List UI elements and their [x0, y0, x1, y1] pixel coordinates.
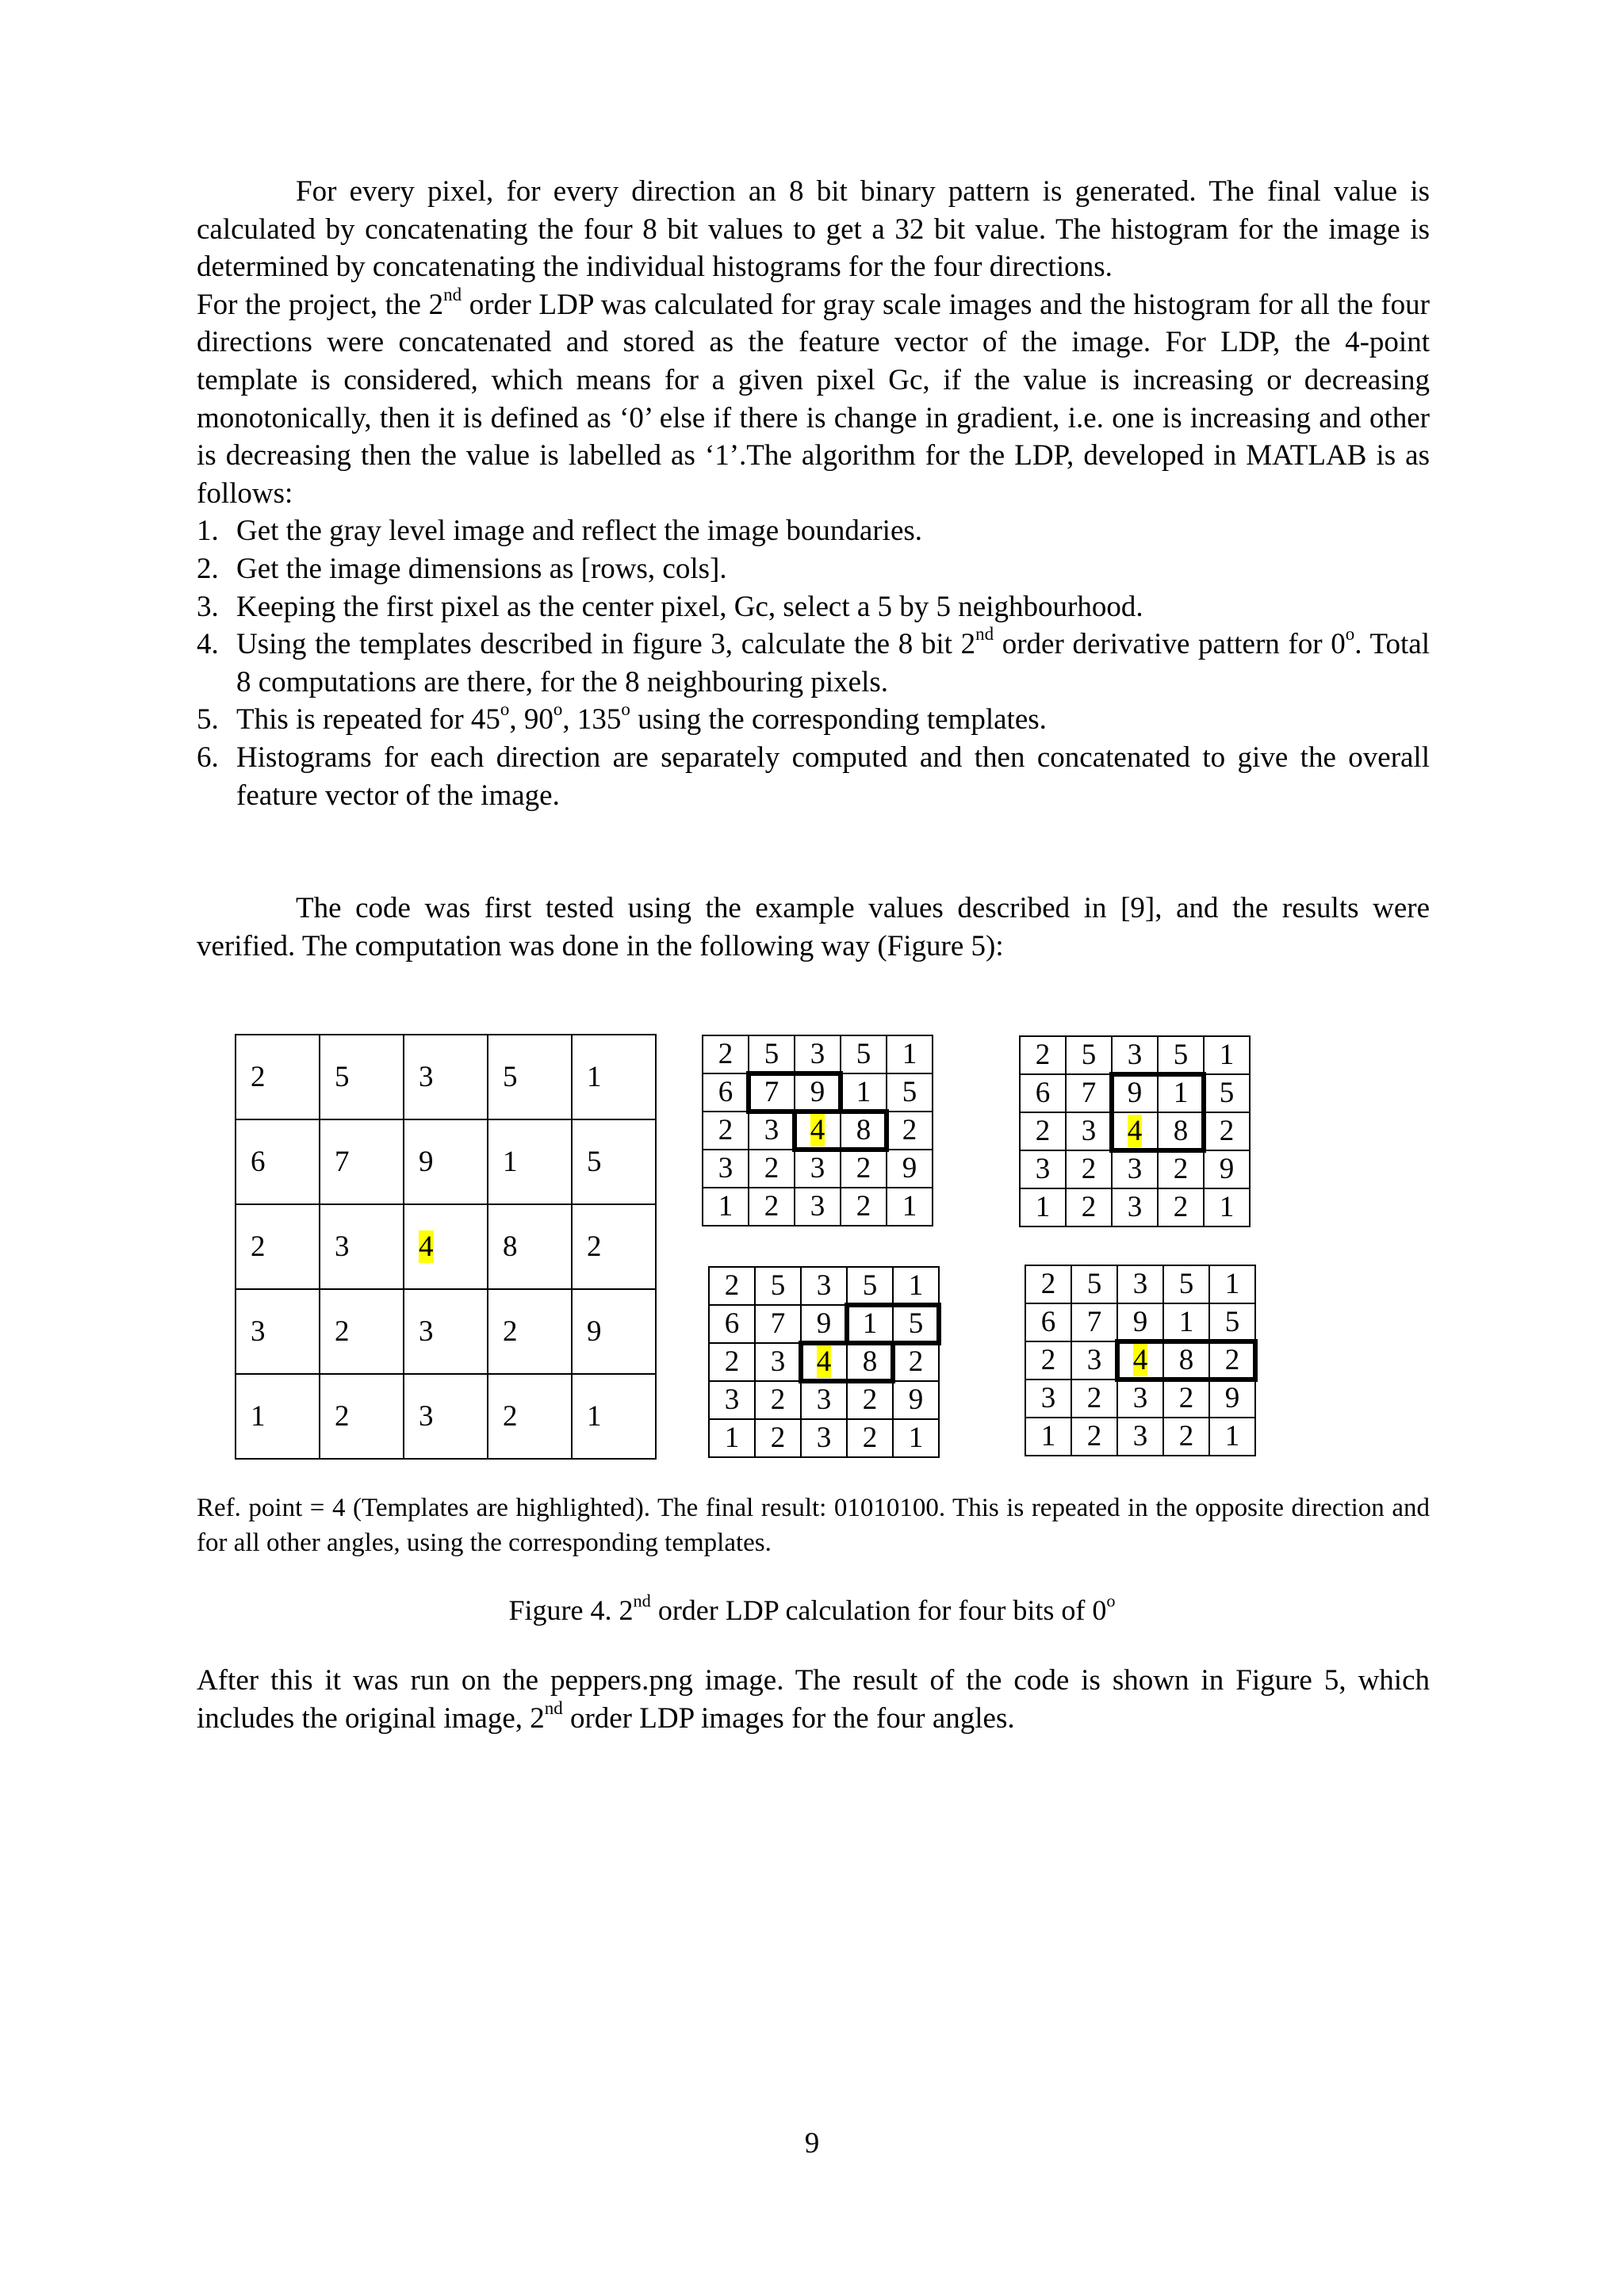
- matrix-row: [709, 1419, 939, 1457]
- matrix-cell: 2: [572, 1204, 656, 1289]
- matrix-cell: 1: [1025, 1418, 1071, 1456]
- matrix-cell: 7: [320, 1119, 404, 1204]
- matrix-cell: 5: [1163, 1265, 1209, 1303]
- paragraph-2: For the project, the 2nd order LDP was calculated for gray scale images and the histogram for all the four directions were concatenated and stored as the feature vector of the image. For LDP, the 4-point template is considered, which means for a given pixel Gc, if the value is increasing or decreasing monotonically, then it is defined as ‘0’ else if there is change in gradient, i.e. one is increasing and other is decreasing then the value is labelled as ‘1’.The algorithm for the LDP, developed in MATLAB is as follows:: [197, 284, 1431, 510]
- matrix-cell: 1: [887, 1188, 933, 1226]
- matrix-cell: 2: [1066, 1188, 1112, 1226]
- matrix-cell: 2: [1071, 1418, 1117, 1456]
- matrix-cell: 4: [1112, 1112, 1158, 1150]
- matrix-row: [236, 1289, 656, 1374]
- matrix-cell: 3: [404, 1035, 488, 1119]
- matrix-cell: 3: [801, 1267, 847, 1305]
- matrix-cell: 9: [795, 1073, 841, 1112]
- matrix-cell: 9: [801, 1305, 847, 1343]
- matrix-cell: 2: [488, 1289, 572, 1374]
- body-text-bottom: [197, 1662, 1430, 1737]
- matrix-row: [1020, 1074, 1250, 1112]
- matrix-cell: 4: [404, 1204, 488, 1289]
- matrix-cell: 1: [1209, 1418, 1255, 1456]
- matrix-cell: 7: [1066, 1074, 1112, 1112]
- matrix-row: [236, 1374, 656, 1459]
- matrix-row: [1020, 1188, 1250, 1226]
- matrix-cell: 8: [1163, 1341, 1209, 1380]
- matrix-cell: 7: [1071, 1303, 1117, 1341]
- matrix-cell: 2: [749, 1150, 795, 1188]
- matrix-cell: 8: [847, 1343, 893, 1381]
- matrix-cell: 2: [1209, 1341, 1255, 1380]
- matrix-cell: 6: [236, 1119, 320, 1204]
- matrix-cell: 5: [488, 1035, 572, 1119]
- page-number: 9: [804, 2127, 820, 2160]
- matrix-cell: 5: [1071, 1265, 1117, 1303]
- matrix-cell: 1: [1020, 1188, 1066, 1226]
- matrix-cell: 5: [887, 1073, 933, 1112]
- matrix-cell: 5: [749, 1035, 795, 1073]
- matrix-cell: 3: [1117, 1380, 1163, 1418]
- matrix-cell: 9: [887, 1150, 933, 1188]
- matrix-cell: 2: [236, 1204, 320, 1289]
- matrix-cell: 2: [847, 1381, 893, 1419]
- matrix-row: [709, 1381, 939, 1419]
- matrix-cell: 6: [703, 1073, 749, 1112]
- matrix-cell: 9: [1112, 1074, 1158, 1112]
- matrix-cell: 1: [893, 1419, 939, 1457]
- matrix-template-b: [1019, 1035, 1251, 1227]
- matrix-cell: 1: [703, 1188, 749, 1226]
- matrix-cell: 3: [404, 1289, 488, 1374]
- step-3: 3. Keeping the first pixel as the center pixel, Gc, select a 5 by 5 neighbourhood.: [197, 590, 1143, 623]
- step-1: 1. Get the gray level image and reflect the image boundaries.: [197, 515, 923, 548]
- matrix-cell: 1: [1158, 1074, 1204, 1112]
- matrix-cell: 3: [801, 1419, 847, 1457]
- matrix-cell: 3: [709, 1381, 755, 1419]
- matrix-row: [236, 1204, 656, 1289]
- matrix-cell: 7: [749, 1073, 795, 1112]
- step-5: 5. This is repeated for 45$^o$, 90$^o$, 135$^o$ using the corresponding templates.: [197, 699, 1047, 737]
- figure-note: Ref. point = 4 (Templates are highlighted). The final result: 01010100. This is repeated in the opposite direction and for all other angles, using the corresponding templates.: [197, 1494, 1430, 1557]
- matrix-cell: 5: [572, 1119, 656, 1204]
- matrix-cell: 2: [709, 1267, 755, 1305]
- matrix-cell: 5: [320, 1035, 404, 1119]
- matrix-cell: 2: [703, 1112, 749, 1150]
- matrix-cell: 2: [1025, 1265, 1071, 1303]
- matrix-cell: 2: [320, 1374, 404, 1459]
- matrix-cell: 3: [320, 1204, 404, 1289]
- matrix-cell: 5: [1209, 1303, 1255, 1341]
- matrix-cell: 2: [1204, 1112, 1250, 1150]
- matrix-cell: 6: [1020, 1074, 1066, 1112]
- matrix-cell: 7: [755, 1305, 801, 1343]
- matrix-cell: 2: [320, 1289, 404, 1374]
- matrix-cell: 1: [488, 1119, 572, 1204]
- matrix-cell: 2: [703, 1035, 749, 1073]
- matrix-row: [1025, 1418, 1255, 1456]
- matrix-row: [1020, 1036, 1250, 1074]
- matrix-cell: 1: [1204, 1036, 1250, 1074]
- algorithm-steps: [197, 512, 1430, 814]
- matrix-row: [703, 1073, 933, 1112]
- matrix-cell: 2: [755, 1419, 801, 1457]
- matrix-cell: 5: [847, 1267, 893, 1305]
- matrix-cell: 5: [1158, 1036, 1204, 1074]
- body-text-middle: [197, 890, 1430, 965]
- matrix-cell: 2: [841, 1188, 887, 1226]
- matrix-cell: 3: [749, 1112, 795, 1150]
- matrix-template-a: [702, 1035, 933, 1226]
- matrix-cell: 2: [1066, 1150, 1112, 1188]
- matrix-cell: 3: [1117, 1418, 1163, 1456]
- matrix-row: [1020, 1150, 1250, 1188]
- figure-caption: Figure 4. 2nd order LDP calculation for four bits of 0$^o$: [508, 1590, 1116, 1626]
- matrix-cell: 3: [755, 1343, 801, 1381]
- matrix-cell: 3: [1020, 1150, 1066, 1188]
- matrix-cell: 2: [709, 1343, 755, 1381]
- matrix-cell: 2: [755, 1381, 801, 1419]
- matrix-cell: 3: [1025, 1380, 1071, 1418]
- matrix-row: [1025, 1303, 1255, 1341]
- matrix-cell: 3: [1066, 1112, 1112, 1150]
- matrix-cell: 2: [841, 1150, 887, 1188]
- matrix-cell: 2: [847, 1419, 893, 1457]
- matrix-cell: 9: [572, 1289, 656, 1374]
- matrix-cell: 9: [1204, 1150, 1250, 1188]
- matrix-row: [703, 1150, 933, 1188]
- matrix-cell: 3: [1112, 1188, 1158, 1226]
- matrix-cell: 1: [236, 1374, 320, 1459]
- matrix-row: [1025, 1380, 1255, 1418]
- paragraph-1: For every pixel, for every direction an 8 bit binary pattern is generated. The final value is calculated by concatenating the four 8 bit values to get a 32 bit value. The histogram for the image is determined by concatenating the individual histograms for the four directions.: [197, 175, 1430, 284]
- matrix-cell: 3: [1071, 1341, 1117, 1380]
- matrix-cell: 6: [709, 1305, 755, 1343]
- matrix-cell: 1: [709, 1419, 755, 1457]
- matrix-cell: 2: [1025, 1341, 1071, 1380]
- matrix-cell: 8: [841, 1112, 887, 1150]
- matrix-cell: 4: [801, 1343, 847, 1381]
- matrix-cell: 2: [1163, 1418, 1209, 1456]
- matrix-cell: 3: [703, 1150, 749, 1188]
- matrix-cell: 1: [893, 1267, 939, 1305]
- matrix-cell: 8: [1158, 1112, 1204, 1150]
- matrix-cell: 1: [572, 1374, 656, 1459]
- matrix-cell: 2: [1158, 1150, 1204, 1188]
- step-2: 2. Get the image dimensions as [rows, cols].: [197, 552, 727, 585]
- matrix-cell: 5: [1066, 1036, 1112, 1074]
- matrix-row: [703, 1112, 933, 1150]
- matrix-row: [709, 1343, 939, 1381]
- matrix-row: [1025, 1341, 1255, 1380]
- matrix-template-d: [1025, 1265, 1256, 1456]
- matrix-cell: 1: [847, 1305, 893, 1343]
- matrix-cell: 1: [887, 1035, 933, 1073]
- matrix-cell: 3: [1117, 1265, 1163, 1303]
- matrix-cell: 9: [893, 1381, 939, 1419]
- paragraph-4: After this it was run on the peppers.png image. The result of the code is shown in Figure 5, which includes the original image, 2nd order LDP images for the four angles.: [197, 1664, 1430, 1735]
- matrix-row: [703, 1188, 933, 1226]
- matrix-cell: 3: [795, 1150, 841, 1188]
- body-text-top: [197, 173, 1430, 814]
- matrix-large: [235, 1034, 657, 1460]
- matrix-cell: 2: [893, 1343, 939, 1381]
- matrix-cell: 2: [1020, 1036, 1066, 1074]
- matrix-cell: 6: [1025, 1303, 1071, 1341]
- step-4: 4. Using the templates described in figure 3, calculate the 8 bit 2nd order derivative pattern for 0$^o$. Total 8 computations are there, for the 8 neighbouring pixels.: [197, 623, 1430, 698]
- matrix-cell: 2: [236, 1035, 320, 1119]
- matrix-cell: 1: [1163, 1303, 1209, 1341]
- matrix-cell: 9: [1209, 1380, 1255, 1418]
- matrix-row: [1020, 1112, 1250, 1150]
- matrix-cell: 1: [1204, 1188, 1250, 1226]
- matrix-row: [709, 1267, 939, 1305]
- matrix-cell: 2: [1071, 1380, 1117, 1418]
- matrix-row: [236, 1035, 656, 1119]
- matrix-cell: 5: [755, 1267, 801, 1305]
- matrix-cell: 2: [488, 1374, 572, 1459]
- matrix-cell: 5: [893, 1305, 939, 1343]
- matrix-cell: 2: [749, 1188, 795, 1226]
- matrix-row: [236, 1119, 656, 1204]
- matrix-row: [1025, 1265, 1255, 1303]
- matrix-row: [709, 1305, 939, 1343]
- matrix-template-c: [708, 1266, 940, 1458]
- matrix-cell: 2: [1163, 1380, 1209, 1418]
- matrix-cell: 5: [1204, 1074, 1250, 1112]
- matrix-cell: 2: [1158, 1188, 1204, 1226]
- matrix-cell: 3: [1112, 1150, 1158, 1188]
- matrix-cell: 3: [801, 1381, 847, 1419]
- paragraph-3: The code was first tested using the example values described in [9], and the results were verified. The computation was done in the following way (Figure 5):: [197, 892, 1430, 962]
- matrix-cell: 2: [1020, 1112, 1066, 1150]
- matrix-cell: 9: [404, 1119, 488, 1204]
- matrix-cell: 1: [1209, 1265, 1255, 1303]
- matrix-cell: 3: [795, 1188, 841, 1226]
- matrix-cell: 5: [841, 1035, 887, 1073]
- matrix-cell: 4: [795, 1112, 841, 1150]
- matrix-cell: 8: [488, 1204, 572, 1289]
- matrix-cell: 3: [795, 1035, 841, 1073]
- matrix-row: [703, 1035, 933, 1073]
- matrix-cell: 1: [572, 1035, 656, 1119]
- matrix-cell: 9: [1117, 1303, 1163, 1341]
- matrix-cell: 3: [236, 1289, 320, 1374]
- matrix-cell: 3: [404, 1374, 488, 1459]
- step-6: 6. Histograms for each direction are separately computed and then concatenated to give the overall feature vector of the image.: [197, 740, 1430, 812]
- matrix-cell: 2: [887, 1112, 933, 1150]
- matrix-cell: 4: [1117, 1341, 1163, 1380]
- matrix-cell: 1: [841, 1073, 887, 1112]
- matrix-cell: 3: [1112, 1036, 1158, 1074]
